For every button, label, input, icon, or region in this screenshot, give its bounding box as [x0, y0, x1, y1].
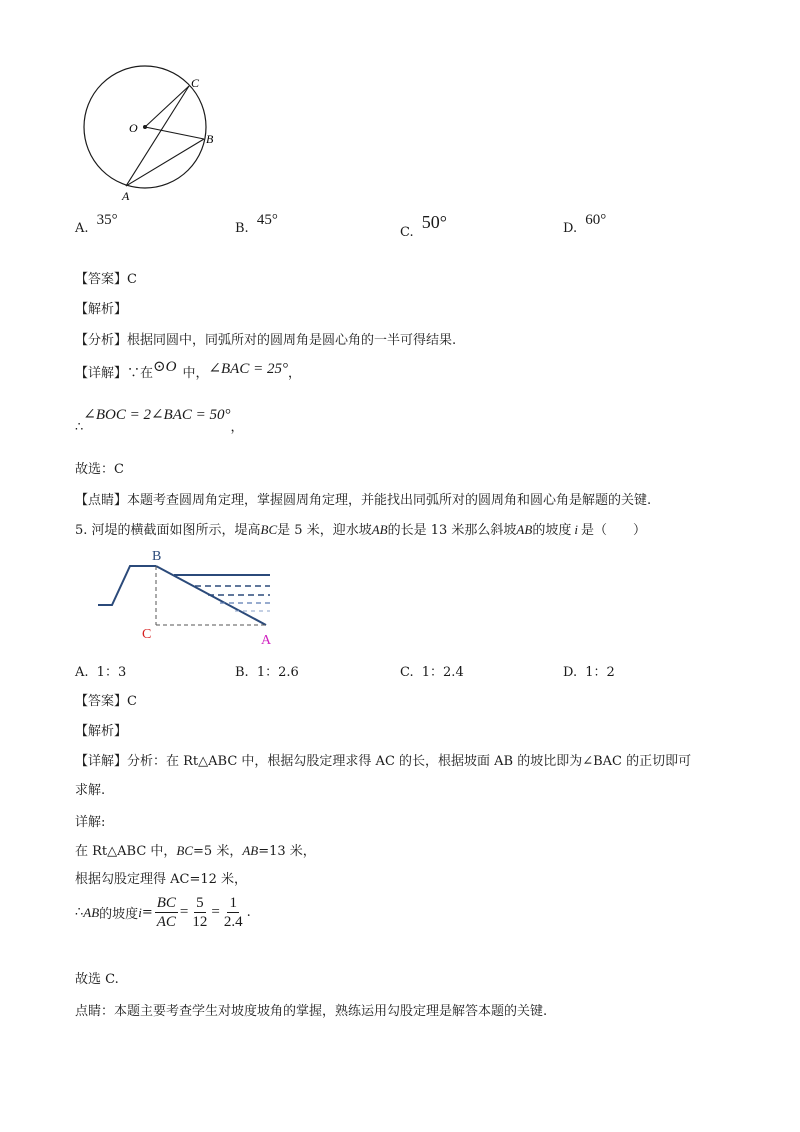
center-point — [143, 125, 147, 129]
embankment-figure — [90, 540, 310, 650]
q5-analysis-tag — [75, 720, 127, 739]
option-a — [75, 212, 118, 237]
choose-text: 故选：C — [75, 462, 124, 477]
q5-line-b — [75, 868, 247, 887]
fenxi-line — [75, 329, 456, 348]
detail-text: 求解. — [75, 783, 106, 798]
fenxi-tag: 【分析】 — [75, 333, 128, 348]
comment-text: 本题考查圆周角定理，掌握圆周角定理，并能找出同弧所对的圆周角和圆心角是解题的关键. — [127, 493, 652, 508]
q5-detail-line2 — [75, 779, 105, 798]
option-value: 45° — [256, 212, 278, 228]
option-letter: A. — [75, 665, 89, 680]
stem-text: 的长是 13 米那么斜坡 — [387, 523, 517, 538]
equals: = — [179, 904, 189, 920]
radius-ob — [145, 127, 204, 139]
answer-tag: 【答案】 — [75, 272, 128, 287]
equals: = — [141, 905, 153, 920]
detail-because: ∵在 — [127, 366, 154, 381]
label-o: O — [129, 121, 138, 135]
xiangjie-label: 详解: — [75, 815, 106, 830]
var-bc: BC — [176, 843, 194, 858]
comment-tag: 【点睛】 — [75, 493, 128, 508]
frac-denominator: 2.4 — [223, 914, 243, 930]
var-i: i — [574, 522, 578, 537]
label-c: C — [191, 76, 200, 90]
stem-text: 是（ ） — [580, 523, 646, 538]
fraction-1-2-4 — [222, 894, 245, 931]
q5-detail-line1 — [75, 750, 691, 769]
stem-text: 5. 河堤的横截面如图所示，堤高 — [75, 523, 261, 538]
detail-text: 分析：在 Rt△ABC 中，根据勾股定理求得 AC 的长，根据坡面 AB 的坡比即为∠BAC 的正切即可 — [127, 754, 692, 769]
label-a: A — [122, 189, 130, 203]
embankment-left — [98, 566, 156, 605]
frac-numerator: BC — [156, 895, 176, 911]
analysis-tag — [75, 298, 127, 317]
option-letter: C. — [400, 225, 414, 240]
formula-boc: ∠BOC = 2∠BAC = 50° — [83, 407, 231, 423]
q5-option-b — [235, 661, 299, 680]
label-b: B — [152, 549, 162, 564]
q5-comment — [75, 1000, 547, 1019]
q5-line-a — [75, 840, 316, 859]
period: . — [246, 905, 251, 920]
analysis-label: 【解析】 — [75, 302, 128, 317]
frac-numerator: 5 — [196, 895, 204, 911]
analysis-label: 【解析】 — [75, 724, 128, 739]
label-c: C — [142, 627, 152, 642]
line-text: =13 米， — [258, 844, 316, 859]
formula-bac: ∠BAC = 25° — [208, 361, 288, 377]
q5-answer-line — [75, 690, 137, 709]
slope-text: 的坡度 — [99, 907, 139, 922]
option-d — [563, 212, 607, 237]
option-value: 1：2.4 — [421, 665, 464, 680]
line-text: 在 Rt△ABC 中， — [75, 844, 177, 859]
option-value: 50° — [421, 212, 447, 232]
answer-line — [75, 268, 137, 287]
option-value: 1：3 — [96, 665, 127, 680]
choose-line — [75, 458, 124, 477]
option-letter: A. — [75, 221, 89, 236]
comma: ， — [230, 420, 244, 435]
stem-text: 的坡度 — [532, 523, 572, 538]
chord-ab — [126, 139, 204, 186]
option-letter: D. — [563, 221, 578, 236]
comment-line — [75, 489, 651, 508]
var-ab: AB — [242, 843, 259, 858]
therefore-symbol: ∴ — [75, 905, 84, 920]
detail-mid: 中， — [182, 366, 209, 381]
q5-option-c — [400, 661, 464, 680]
q5-xiangjie — [75, 811, 105, 830]
detail-tag: 【详解】 — [75, 754, 128, 769]
frac-denominator: 12 — [192, 914, 208, 930]
slope-formula — [75, 894, 251, 931]
question-5-stem — [75, 519, 646, 538]
detail-comma: ， — [287, 366, 301, 381]
frac-denominator: AC — [156, 914, 176, 930]
option-letter: C. — [400, 665, 414, 680]
equals: = — [211, 904, 220, 920]
choose-text: 故选 C. — [75, 972, 119, 987]
comment-text: 点睛：本题主要考查学生对坡度坡角的掌握，熟练运用勾股定理是解答本题的关键. — [75, 1004, 548, 1019]
var-ab: AB — [371, 522, 388, 537]
answer-value: C — [127, 694, 137, 709]
option-c — [400, 212, 447, 241]
line-text: 根据勾股定理得 AC=12 米， — [75, 872, 248, 887]
label-b: B — [206, 132, 214, 146]
option-value: 1：2 — [585, 665, 615, 680]
option-value: 35° — [96, 212, 118, 228]
label-a: A — [261, 633, 272, 648]
fenxi-text: 根据同圆中，同弧所对的圆周角是圆心角的一半可得结果. — [127, 333, 457, 348]
answer-tag: 【答案】 — [75, 694, 128, 709]
answer-value: C — [127, 272, 137, 287]
stem-text: 是 5 米，迎水坡 — [277, 523, 372, 538]
fraction-5-12 — [190, 894, 209, 931]
therefore-line — [75, 407, 244, 435]
q5-option-d — [563, 661, 615, 680]
option-letter: D. — [563, 665, 578, 680]
detail-tag: 【详解】 — [75, 366, 128, 381]
var-ab: AB — [516, 522, 533, 537]
var-ab: AB — [83, 904, 100, 920]
circle-figure — [80, 60, 230, 210]
frac-numerator: 1 — [229, 895, 237, 911]
var-bc: BC — [260, 522, 278, 537]
var-i: i — [138, 904, 142, 920]
fraction-bc-ac — [155, 894, 178, 931]
therefore-symbol: ∴ — [75, 420, 84, 435]
option-value: 60° — [585, 212, 607, 228]
option-letter: B. — [235, 665, 249, 680]
option-value: 1：2.6 — [256, 665, 299, 680]
chord-ac — [126, 86, 189, 186]
circle-symbol: ⊙O — [153, 359, 177, 375]
detail-line — [75, 359, 301, 382]
line-text: =5 米， — [193, 844, 243, 859]
q5-option-a — [75, 661, 126, 680]
option-letter: B. — [235, 221, 249, 236]
option-b — [235, 212, 278, 237]
q5-choose — [75, 968, 119, 987]
